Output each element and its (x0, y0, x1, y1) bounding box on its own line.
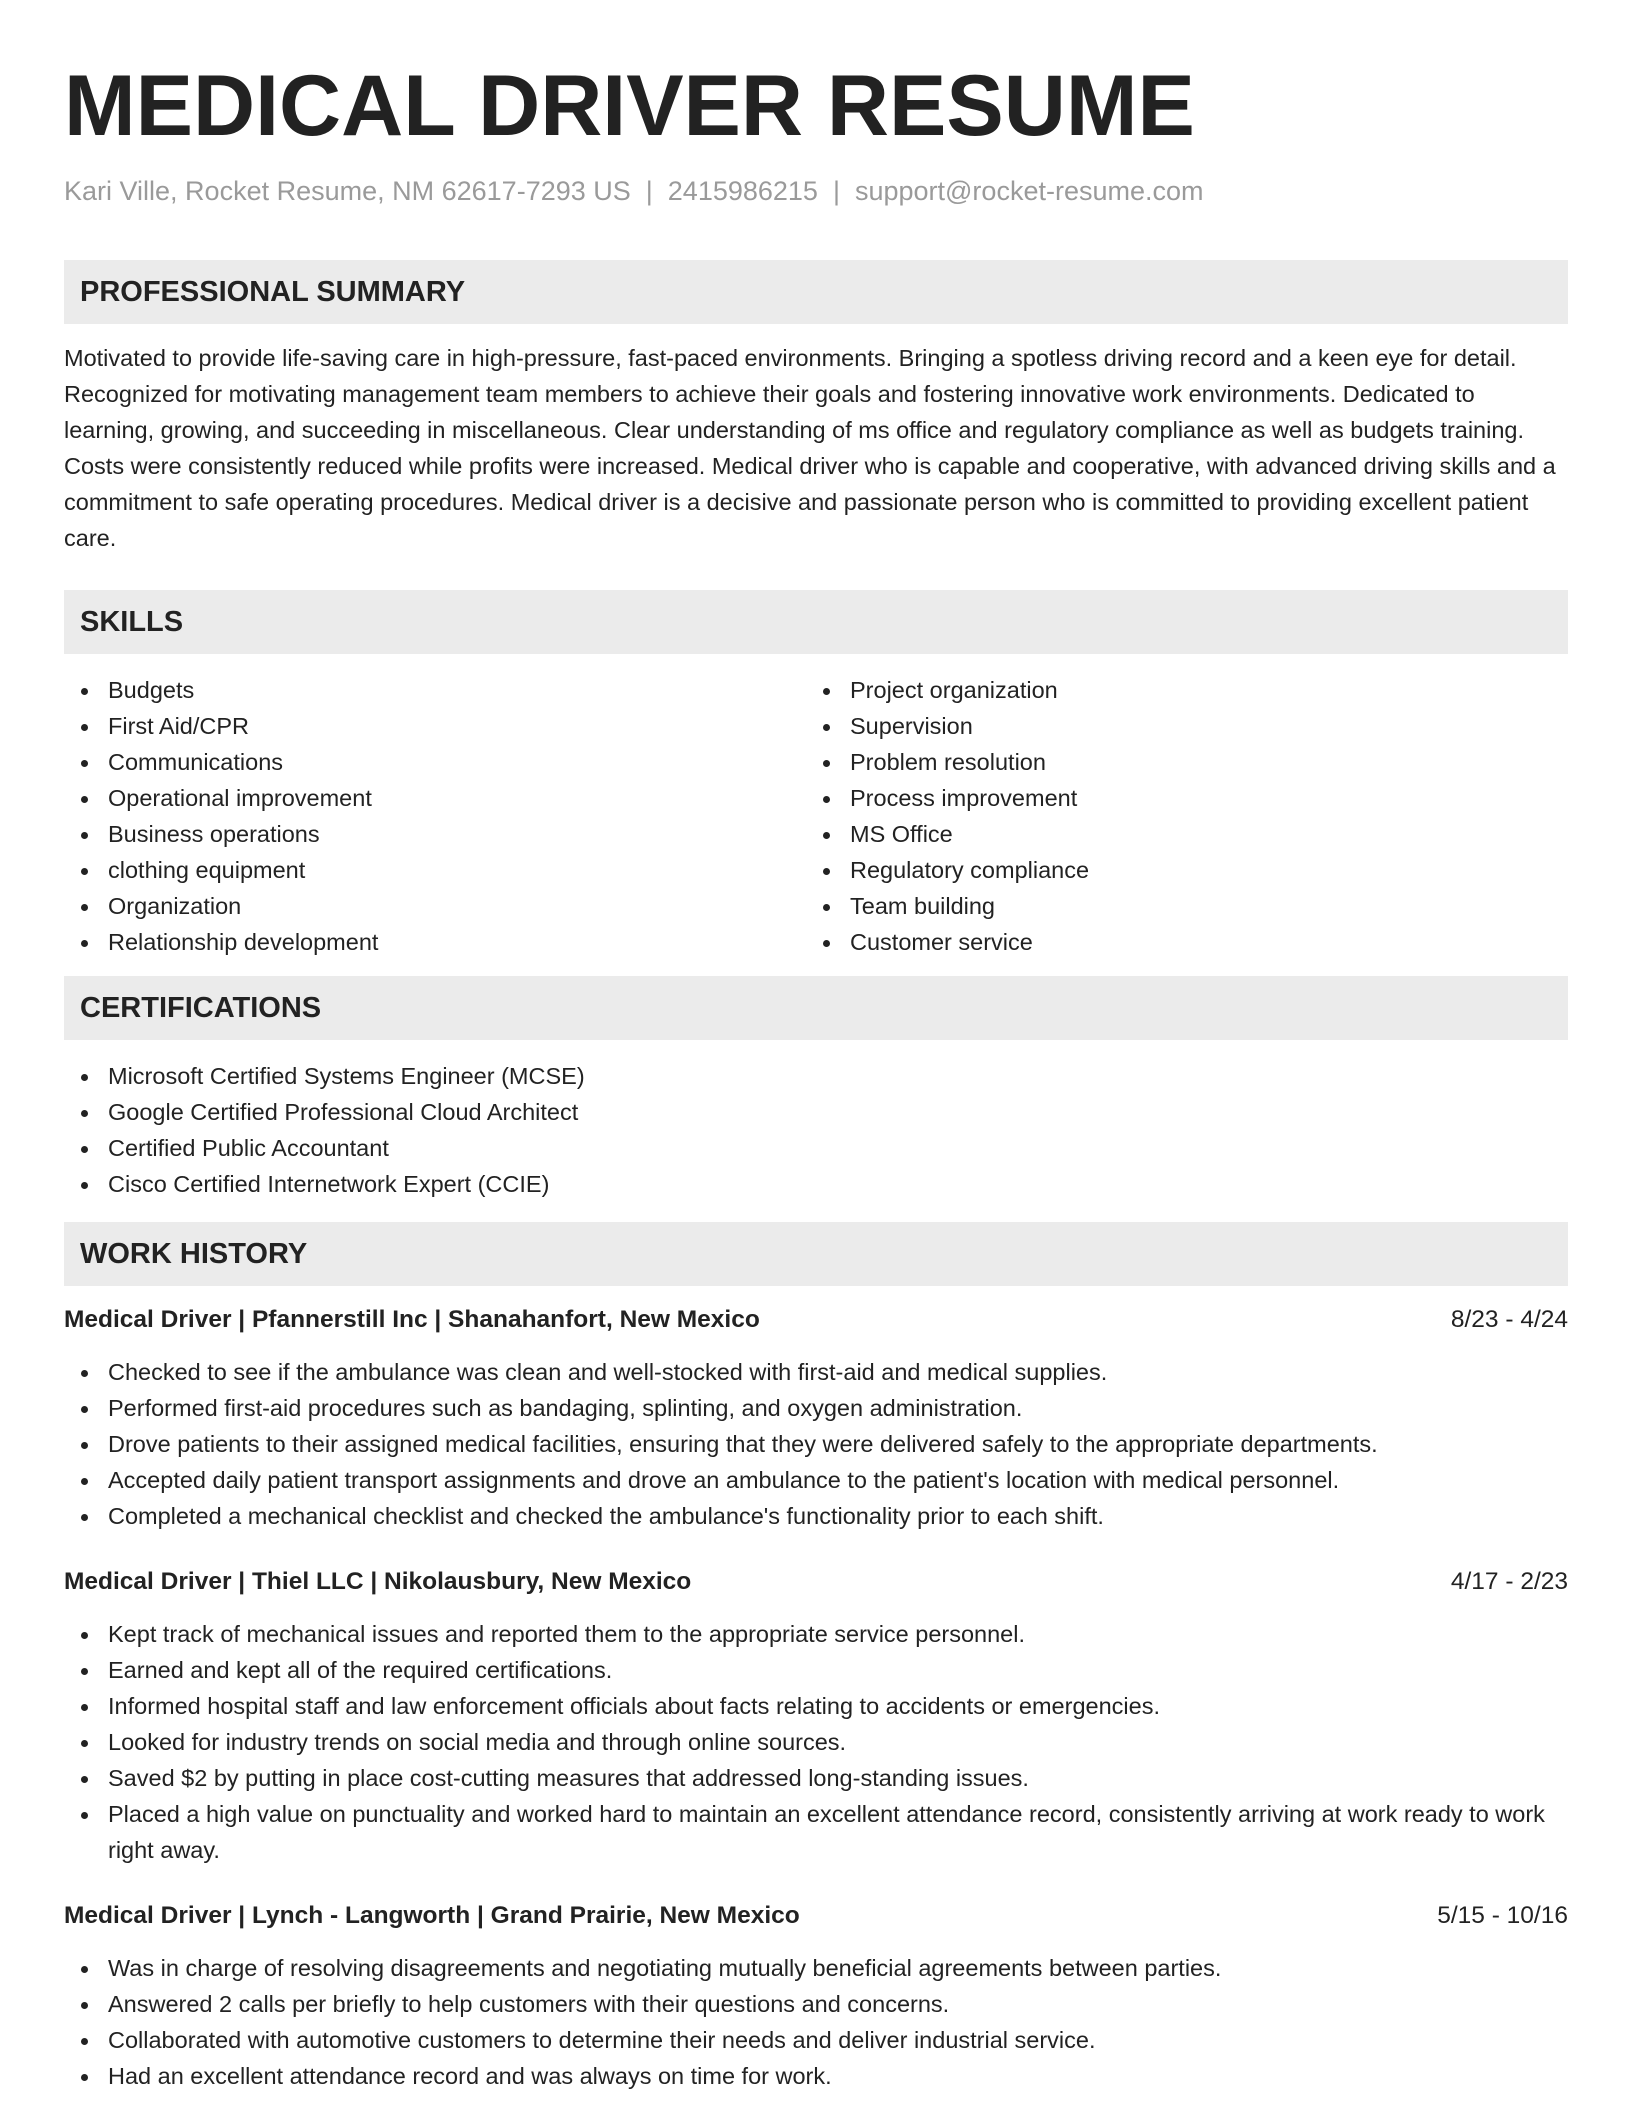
certifications-list (64, 1058, 1568, 1202)
certification-item: Cisco Certified Internetwork Expert (CCIE) (64, 1166, 1568, 1202)
skill-item: Relationship development (64, 924, 806, 960)
job-bullet: Accepted daily patient transport assignments and drove an ambulance to the patient's location with medical personnel. (64, 1462, 1568, 1498)
work-history-heading: WORK HISTORY (64, 1222, 1568, 1286)
contact-line (64, 174, 1568, 208)
skill-item: Problem resolution (806, 744, 1548, 780)
job-bullet: Answered 2 calls per briefly to help customers with their questions and concerns. (64, 1986, 1568, 2022)
contact-address: Kari Ville, Rocket Resume, NM 62617-7293 US (64, 176, 631, 206)
job-bullet: Checked to see if the ambulance was clean and well-stocked with first-aid and medical supplies. (64, 1354, 1568, 1390)
job-bullets (64, 1950, 1568, 2094)
resume-page (64, 0, 1568, 2094)
skills-heading: SKILLS (64, 590, 1568, 654)
skill-item: Budgets (64, 672, 806, 708)
job-bullet: Looked for industry trends on social media and through online sources. (64, 1724, 1568, 1760)
skills-list (64, 672, 1568, 960)
skill-item: Process improvement (806, 780, 1548, 816)
job-bullet: Collaborated with automotive customers to determine their needs and deliver industrial service. (64, 2022, 1568, 2058)
job-bullets (64, 1354, 1568, 1534)
job-title: Medical Driver | Pfannerstill Inc | Shanahanfort, New Mexico (64, 1306, 760, 1333)
job-dates: 5/15 - 10/16 (1437, 1902, 1568, 1929)
skill-item: Operational improvement (64, 780, 806, 816)
job-bullet: Completed a mechanical checklist and checked the ambulance's functionality prior to each shift. (64, 1498, 1568, 1534)
skill-item: Organization (64, 888, 806, 924)
skill-item: clothing equipment (64, 852, 806, 888)
skill-item: Team building (806, 888, 1548, 924)
resume-title: MEDICAL DRIVER RESUME (64, 58, 1195, 154)
job-dates: 4/17 - 2/23 (1450, 1568, 1568, 1595)
skill-item: Project organization (806, 672, 1548, 708)
certification-item: Certified Public Accountant (64, 1130, 1568, 1166)
skills-column-right (806, 672, 1548, 960)
certification-item: Microsoft Certified Systems Engineer (MCSE) (64, 1058, 1568, 1094)
job-title: Medical Driver | Thiel LLC | Nikolausbury, New Mexico (64, 1568, 692, 1595)
job-title: Medical Driver | Lynch - Langworth | Grand Prairie, New Mexico (64, 1902, 800, 1929)
job-bullet: Drove patients to their assigned medical facilities, ensuring that they were delivered safely to the appropriate departments. (64, 1426, 1568, 1462)
skill-item: Communications (64, 744, 806, 780)
job-bullet: Was in charge of resolving disagreements and negotiating mutually beneficial agreements between parties. (64, 1950, 1568, 1986)
job-bullet: Saved $2 by putting in place cost-cutting measures that addressed long-standing issues. (64, 1760, 1568, 1796)
skills-column-left (64, 672, 806, 960)
job-bullet: Informed hospital staff and law enforcement officials about facts relating to accidents or emergencies. (64, 1688, 1568, 1724)
job-bullets (64, 1616, 1568, 1868)
skill-item: MS Office (806, 816, 1548, 852)
skill-item: Customer service (806, 924, 1548, 960)
summary-text: Motivated to provide life-saving care in high-pressure, fast-paced environments. Bringing a spotless driving record and a keen eye for detail. Recognized for motivating management team members to achieve their goals and fostering innovative work environments. Dedicated to learning, growing, and succeeding in miscellaneous. Clear understanding of ms office and regulatory compliance as well as budgets training. Costs were consistently reduced while profits were increased. Medical driver who is capable and cooperative, with advanced driving skills and a commitment to safe operating procedures. Medical driver is a decisive and passionate person who is committed to providing excellent patient care. (64, 345, 1556, 551)
skill-item: First Aid/CPR (64, 708, 806, 744)
contact-separator: | (832, 176, 840, 206)
job-header (64, 1564, 1568, 1600)
job-entry (64, 1564, 1568, 1868)
skill-item: Supervision (806, 708, 1548, 744)
job-bullet: Earned and kept all of the required certifications. (64, 1652, 1568, 1688)
contact-email: support@rocket-resume.com (854, 176, 1204, 206)
skill-item: Business operations (64, 816, 806, 852)
job-bullet: Performed first-aid procedures such as bandaging, splinting, and oxygen administration. (64, 1390, 1568, 1426)
certification-item: Google Certified Professional Cloud Architect (64, 1094, 1568, 1130)
job-dates: 8/23 - 4/24 (1450, 1306, 1568, 1333)
contact-separator: | (645, 176, 653, 206)
job-entry (64, 1898, 1568, 2094)
job-header (64, 1898, 1568, 1934)
job-header (64, 1302, 1568, 1338)
summary-heading: PROFESSIONAL SUMMARY (64, 260, 1568, 324)
job-entry (64, 1302, 1568, 1534)
skill-item: Regulatory compliance (806, 852, 1548, 888)
job-bullet: Placed a high value on punctuality and worked hard to maintain an excellent attendance record, consistently arriving at work ready to work right away. (64, 1796, 1568, 1868)
certifications-heading: CERTIFICATIONS (64, 976, 1568, 1040)
contact-phone: 2415986215 (667, 176, 818, 206)
job-bullet: Had an excellent attendance record and was always on time for work. (64, 2058, 1568, 2094)
job-bullet: Kept track of mechanical issues and reported them to the appropriate service personnel. (64, 1616, 1568, 1652)
